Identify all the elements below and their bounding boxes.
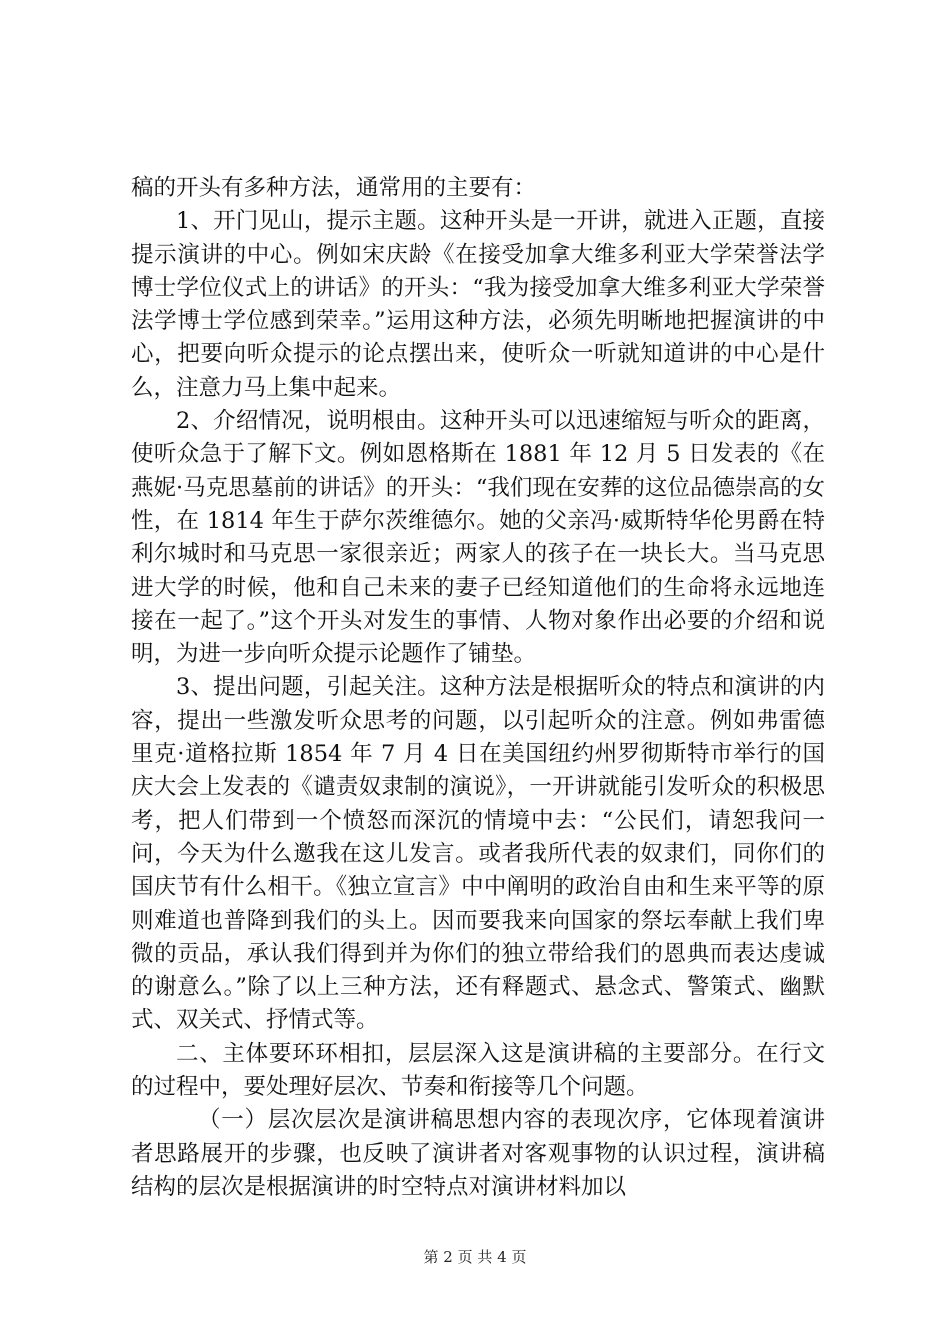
paragraph-method-3: 3、提出问题，引起关注。这种方法是根据听众的特点和演讲的内容，提出一些激发听众思考的问题，以引起听众的注意。例如弗雷德里克·道格拉斯 1854 年 7 月 4 日在美国纽约州罗彻斯特市举行的国庆大会上发表的《谴责奴隶制的演说》，一开讲就能引发听众的积极思考，把人们带到一个愤怒而深沉的情境中去：“公民们，请恕我问一问，今天为什么邀我在这儿发言。或者我所代表的奴隶们，同你们的国庆节有什么相干。《独立宣言》中中阐明的政治自由和生来平等的原则难道也普降到我们的头上。因而要我来向国家的祭坛奉献上我们卑微的贡品，承认我们得到并为你们的独立带给我们的恩典而表达虔诚的谢意么。”除了以上三种方法，还有释题式、悬念式、警策式、幽默式、双关式、抒情式等。 (131, 674, 825, 1034)
document-body (131, 172, 825, 1204)
paragraph-subsection-1: （一）层次层次是演讲稿思想内容的表现次序，它体现着演讲者思路展开的步骤，也反映了演讲者对客观事物的认识过程，演讲稿结构的层次是根据演讲的时空特点对演讲材料加以 (131, 1107, 825, 1200)
paragraph-section-2: 二、主体要环环相扣，层层深入这是演讲稿的主要部分。在行文的过程中，要处理好层次、节奏和衔接等几个问题。 (131, 1040, 825, 1101)
paragraph-method-2: 2、介绍情况，说明根由。这种开头可以迅速缩短与听众的距离，使听众急于了解下文。例如恩格斯在 1881 年 12 月 5 日发表的《在燕妮·马克思墓前的讲话》的开头：“我们现在安葬的这位品德崇高的女性，在 1814 年生于萨尔茨维德尔。她的父亲冯·威斯特华伦男爵在特利尔城时和马克思一家很亲近；两家人的孩子在一块长大。当马克思进大学的时候，他和自己未来的妻子已经知道他们的生命将永远地连接在一起了。”这个开头对发生的事情、人物对象作出必要的介绍和说明，为进一步向听众提示论题作了铺垫。 (131, 408, 825, 668)
paragraph-continuation: 稿的开头有多种方法，通常用的主要有： (131, 175, 537, 201)
paragraph-method-1: 1、开门见山，提示主题。这种开头是一开讲，就进入正题，直接提示演讲的中心。例如宋庆龄《在接受加拿大维多利亚大学荣誉法学博士学位仪式上的讲话》的开头：“我为接受加拿大维多利亚大学荣誉法学博士学位感到荣幸。”运用这种方法，必须先明晰地把握演讲的中心，把要向听众提示的论点摆出来，使听众一听就知道讲的中心是什么，注意力马上集中起来。 (131, 208, 825, 401)
page-number-footer: 第 2 页 共 4 页 (423, 1248, 527, 1266)
